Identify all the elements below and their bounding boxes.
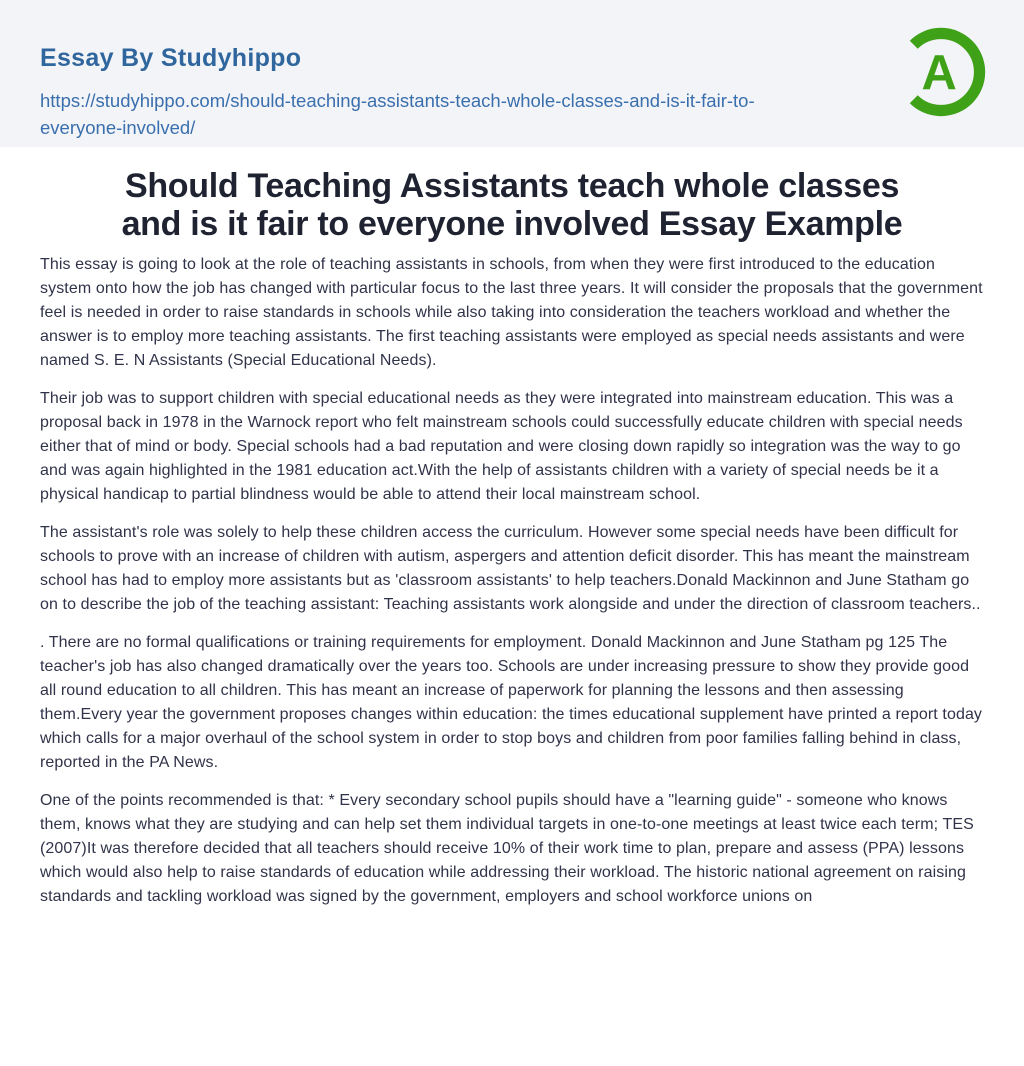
page-header — [0, 0, 1024, 147]
brand-title: Essay By Studyhippo — [40, 44, 302, 72]
essay-paragraph: Their job was to support children with special educational needs as they were integrated into mainstream education. This was a proposal back in 1978 in the Warnock report who felt mainstream schools could successfully educate children with special needs either that of mind or body. Special schools had a bad reputation and were closing down rapidly so integration was the way to go and was again highlighted in the 1981 education act.With the help of assistants children with a variety of special needs be it a physical handicap to partial blindness would be able to attend their local mainstream school. — [40, 390, 963, 503]
logo-letter: A — [921, 45, 957, 100]
essay-paragraph: The assistant's role was solely to help these children access the curriculum. However some special needs have been difficult for schools to prove with an increase of children with autism, aspergers and attention deficit disorder. This has meant the mainstream school has had to employ more assistants but as 'classroom assistants' to help teachers.Donald Mackinnon and June Statham go on to describe the job of the teaching assistant: Teaching assistants work alongside and under the direction of classroom teachers.. — [40, 524, 981, 613]
studyhippo-logo — [894, 25, 988, 119]
source-url-link[interactable]: https://studyhippo.com/should-teaching-assistants-teach-whole-classes-and-is-it-fair-to-everyone-involved/ — [40, 90, 755, 138]
essay-title — [40, 167, 984, 243]
essay-title-line-2: and is it fair to everyone involved Essay Example — [121, 205, 903, 243]
essay-paragraph: One of the points recommended is that: * Every secondary school pupils should have a "learning guide" - someone who knows them, knows what they are studying and can help set them individual targets in one-to-one meetings at least twice each term; TES (2007)It was therefore decided that all teachers should receive 10% of their work time to plan, prepare and assess (PPA) lessons which would also help to raise standards of education while addressing their workload. The historic national agreement on raising standards and tackling workload was signed by the government, employers and school workforce unions on — [40, 792, 974, 905]
essay-title-line-1: Should Teaching Assistants teach whole classes — [124, 167, 900, 205]
essay-paragraph: . There are no formal qualifications or training requirements for employment. Donald Mackinnon and June Statham pg 125 The teacher's job has also changed dramatically over the years too. Schools are under increasing pressure to show they provide good all round education to all children. This has meant an increase of paperwork for planning the lessons and then assessing them.Every year the government proposes changes within education: the times educational supplement have printed a report today which calls for a major overhaul of the school system in order to stop boys and children from poor families falling behind in class, reported in the PA News. — [40, 634, 983, 771]
essay-paragraph: This essay is going to look at the role of teaching assistants in schools, from when they were first introduced to the education system onto how the job has changed with particular focus to the last three years. It will consider the proposals that the government feel is needed in order to raise standards in schools while also taking into consideration the teachers workload and whether the answer is to employ more teaching assistants. The first teaching assistants were employed as special needs assistants and were named S. E. N Assistants (Special Educational Needs). — [40, 256, 983, 369]
logo-ring-icon — [894, 25, 988, 119]
essay-content — [0, 147, 1024, 909]
